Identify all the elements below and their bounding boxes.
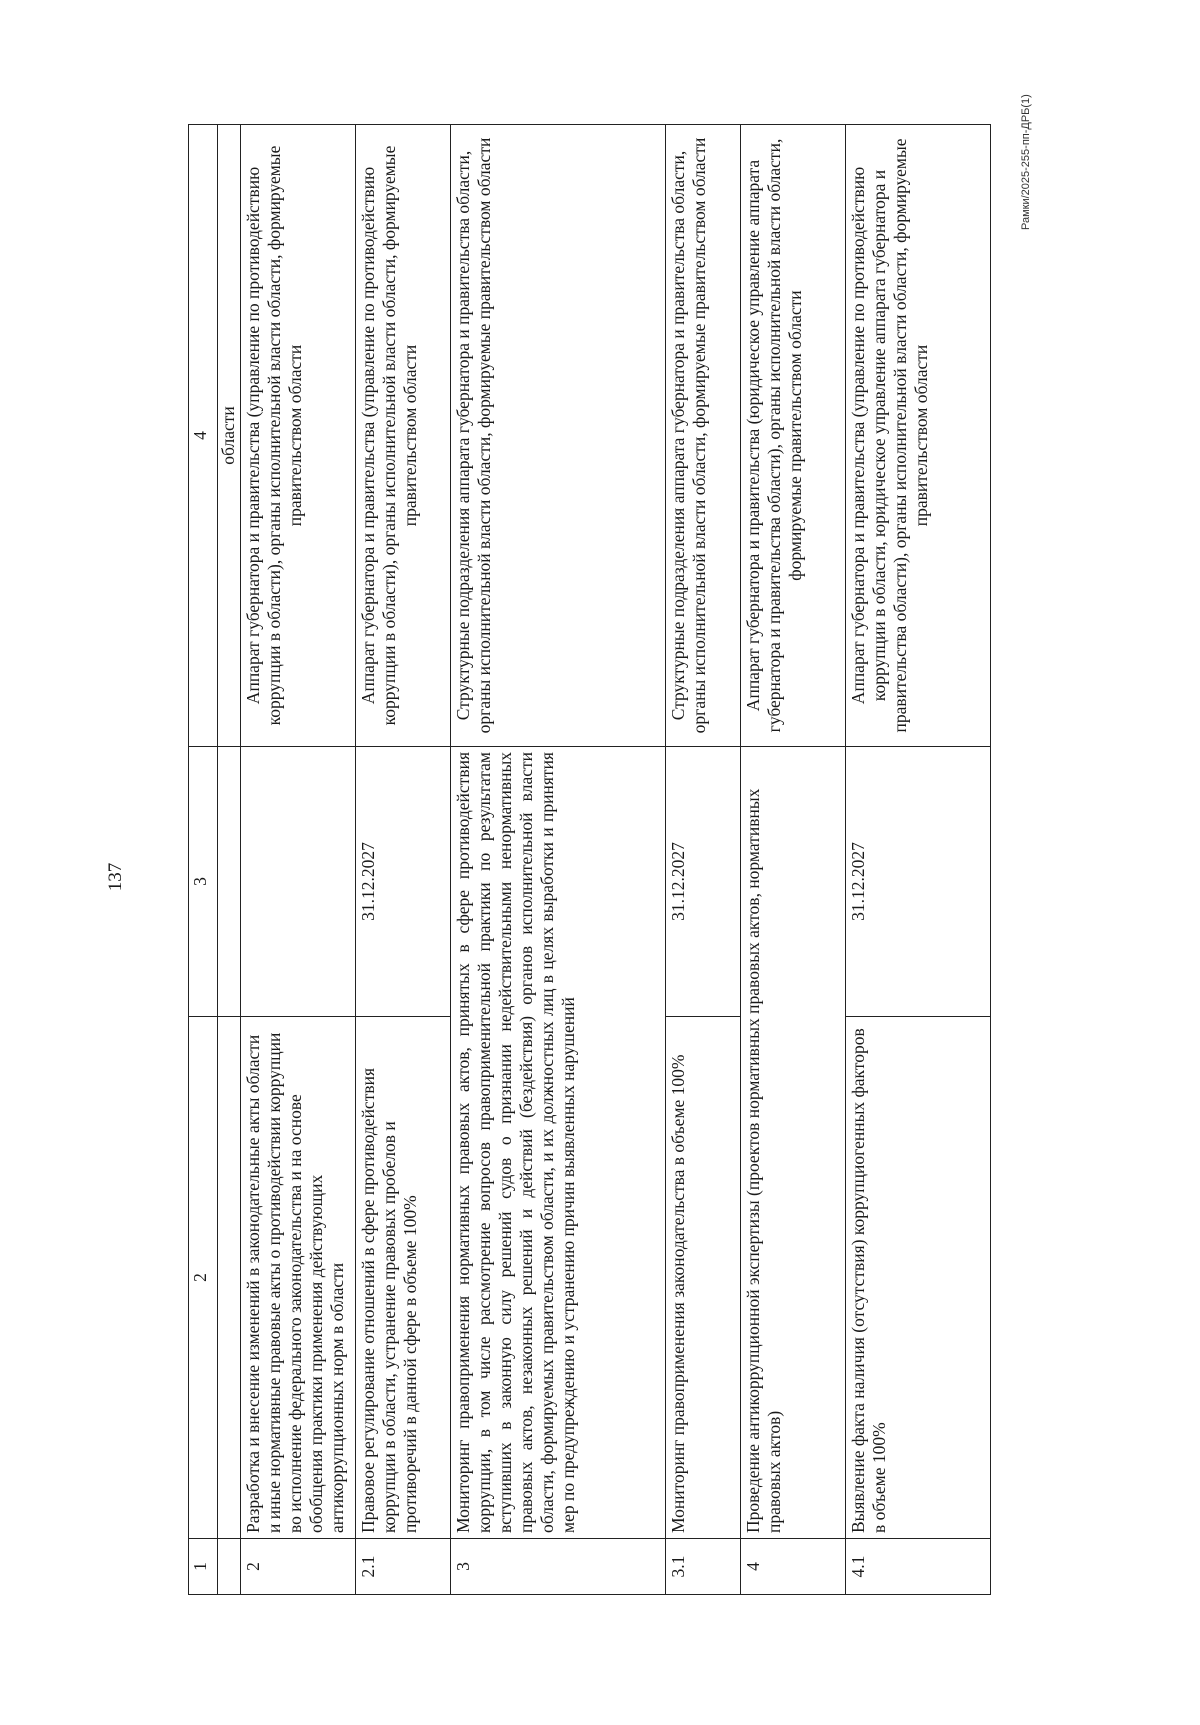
row-number: 2.1 [356,1539,451,1595]
row-task: Проведение антикоррупционной экспертизы (проектов нормативных правовых актов, нормативных правовых актов) [741,747,846,1539]
rotated-table-wrapper [188,125,1076,1595]
table-row [846,125,991,1595]
row-deadline: 31.12.2027 [846,747,991,1017]
row-task: Мониторинг правоприменения законодательства в объеме 100% [666,1017,741,1539]
header-col-1: 1 [189,1539,218,1595]
row-deadline [241,747,356,1017]
measures-table [188,124,991,1595]
row-task: Мониторинг правоприменения нормативных правовых актов, принятых в сфере противодействия коррупции, в том числе рассмотрение вопросов правоприменительной практики по результатам вступивших в законную силу решений судов о признании недействительными ненормативных правовых актов, незаконных решений и действий (бездействия) органов исполнительной власти области, формируемых правительством области, и их должностных лиц в целях выработки и принятия мер по предупреждению и устранению причин выявленных нарушений [451,747,666,1539]
header-col-4: 4 [189,125,218,747]
row-number: 2 [241,1539,356,1595]
table-row [451,125,666,1595]
row-executor: Структурные подразделения аппарата губернатора и правительства области, органы исполнительной власти области, формируемые правительством области [666,125,741,747]
row-executor: Аппарат губернатора и правительства (управление по противодействию коррупции в области), органы исполнительной власти области, формируемые правительством области [241,125,356,747]
row-executor: Аппарат губернатора и правительства (управление по противодействию коррупции в области), органы исполнительной власти области, формируемые правительством области [356,125,451,747]
table-row [741,125,846,1595]
table-header-row [189,125,218,1595]
table-row [356,125,451,1595]
row-number: 3.1 [666,1539,741,1595]
continuation-text: области [218,125,241,747]
header-col-2: 2 [189,1017,218,1539]
header-col-3: 3 [189,747,218,1017]
continuation-row [218,125,241,1595]
row-number: 4.1 [846,1539,991,1595]
document-footer: Рамки/2025-255-пп-ДРБ(1) [1020,94,1032,230]
table-row [666,125,741,1595]
table-row [241,125,356,1595]
row-executor: Аппарат губернатора и правительства (юридическое управление аппарата губернатора и правительства области), органы исполнительной власти области, формируемые правительством области [741,125,846,747]
row-number: 4 [741,1539,846,1595]
row-task: Разработка и внесение изменений в законодательные акты области и иные нормативные правовые акты о противодействии коррупции во исполнение федерального законодательства и на основе обобщения практики применения действующих антикоррупционных норм в области [241,1017,356,1539]
row-task: Правовое регулирование отношений в сфере противодействия коррупции в области, устранение правовых пробелов и противоречий в данной сфере в объеме 100% [356,1017,451,1539]
row-number: 3 [451,1539,666,1595]
row-deadline: 31.12.2027 [356,747,451,1017]
row-task: Выявление факта наличия (отсутствия) коррупциогенных факторов в объеме 100% [846,1017,991,1539]
row-executor: Структурные подразделения аппарата губернатора и правительства области, органы исполнительной власти области, формируемые правительством области [451,125,666,747]
page-number: 137 [105,862,126,892]
row-deadline: 31.12.2027 [666,747,741,1017]
row-executor: Аппарат губернатора и правительства (управление по противодействию коррупции в области, юридическое управление аппарата губернатора и правительства области), органы исполнительной власти области, формируемые правительством области [846,125,991,747]
